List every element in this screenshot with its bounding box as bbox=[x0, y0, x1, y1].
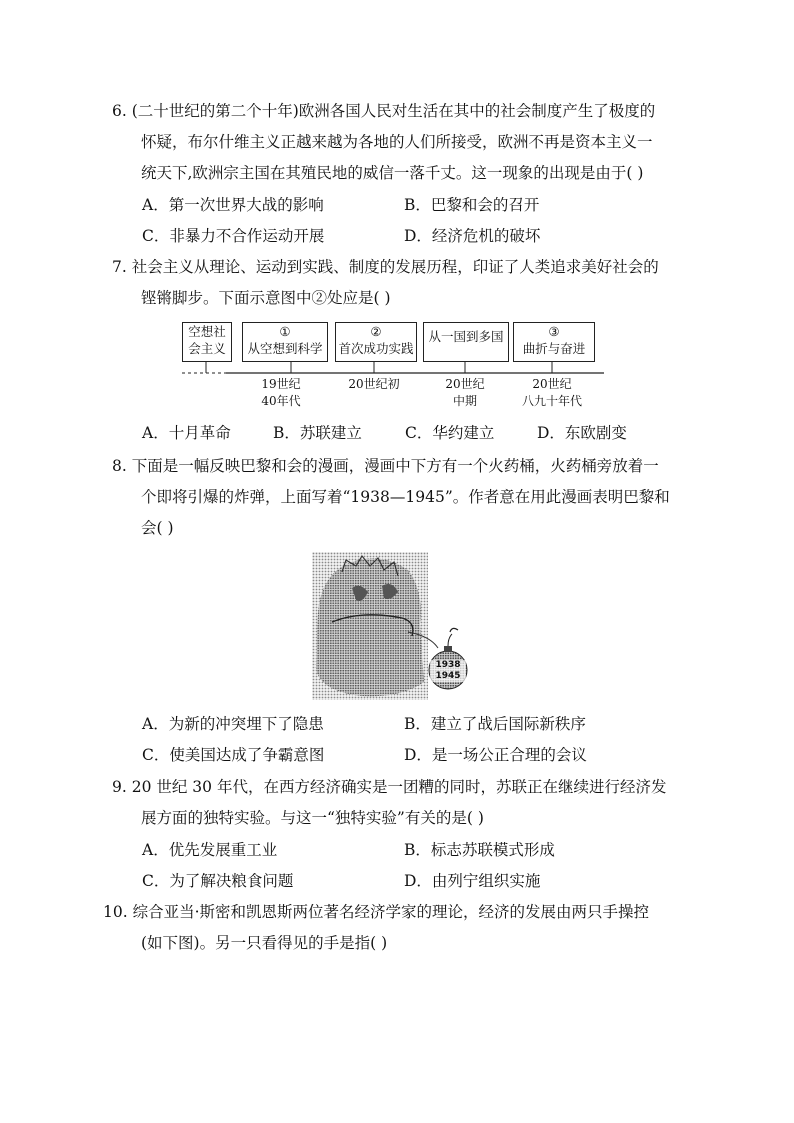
time-label-1 bbox=[246, 376, 316, 410]
q7-option-a[interactable]: A．十月革命 bbox=[142, 424, 231, 442]
time-label-3 bbox=[425, 376, 505, 410]
question-9-options-row-2 bbox=[142, 866, 682, 897]
q9-option-d[interactable]: D．由列宁组织实施 bbox=[404, 872, 541, 890]
time-label-4-line-1: 20世纪 bbox=[532, 377, 572, 391]
question-10-line-2: (如下图)。另一只看得见的手是指( ) bbox=[141, 934, 388, 952]
stage-box-1 bbox=[242, 322, 328, 362]
question-9-line-2: 展方面的独特实验。与这一“独特实验”有关的是( ) bbox=[141, 809, 484, 827]
time-label-3-line-2: 中期 bbox=[452, 394, 477, 408]
q6-option-d[interactable]: D．经济危机的破坏 bbox=[404, 227, 541, 245]
q9-option-a[interactable]: A．优先发展重工业 bbox=[142, 841, 278, 859]
stage-4-text: 曲折与奋进 bbox=[522, 341, 586, 356]
stage-1-text: 从空想到科学 bbox=[247, 341, 323, 356]
question-8-options-row-1 bbox=[142, 709, 682, 740]
question-9-line-1: 9. 20 世纪 30 年代，在西方经济确实是一团糟的同时，苏联正在继续进行经济发 bbox=[112, 778, 667, 796]
stage-4-number: ③ bbox=[548, 324, 560, 339]
question-7-line-1: 7. 社会主义从理论、运动到实践、制度的发展历程，印证了人类追求美好社会的 bbox=[112, 258, 659, 276]
question-9-options-row-1 bbox=[142, 835, 682, 866]
q8-option-b[interactable]: B．建立了战后国际新秩序 bbox=[404, 715, 586, 733]
question-6-line-1: 6. (二十世纪的第二个十年)欧洲各国人民对生活在其中的社会制度产生了极度的 bbox=[112, 102, 656, 120]
stage-box-4 bbox=[513, 322, 595, 362]
question-6-line-2: 怀疑，布尔什维主义正越来越为各地的人们所接受，欧洲不再是资本主义一 bbox=[141, 133, 653, 151]
time-label-2-line-1: 20世纪初 bbox=[348, 377, 400, 391]
q6-option-b[interactable]: B．巴黎和会的召开 bbox=[404, 196, 540, 214]
question-8-line-3: 会( ) bbox=[141, 519, 174, 537]
question-7-line-2: 铿锵脚步。下面示意图中②处应是( ) bbox=[141, 289, 391, 307]
q8-option-d[interactable]: D．是一场公正合理的会议 bbox=[404, 746, 587, 764]
q7-option-c[interactable]: C．华约建立 bbox=[405, 424, 495, 442]
question-8 bbox=[112, 451, 682, 544]
question-6 bbox=[112, 96, 682, 189]
start-box-line-2: 会主义 bbox=[188, 341, 226, 356]
socialism-timeline-diagram bbox=[180, 318, 610, 410]
q6-option-a[interactable]: A．第一次世界大战的影响 bbox=[142, 196, 324, 214]
start-box-utopian-socialism bbox=[182, 322, 232, 362]
question-6-options-row-2 bbox=[142, 221, 682, 252]
time-label-1-line-1: 19世纪 bbox=[261, 377, 301, 391]
q9-option-c[interactable]: C．为了解决粮食问题 bbox=[142, 872, 294, 890]
stage-3-text: 从一国到多国 bbox=[428, 329, 504, 344]
time-label-1-line-2: 40年代 bbox=[261, 394, 301, 408]
question-7 bbox=[112, 252, 682, 314]
stage-1-number: ① bbox=[279, 324, 291, 339]
time-label-2 bbox=[334, 376, 414, 393]
q6-option-c[interactable]: C．非暴力不合作运动开展 bbox=[142, 227, 325, 245]
stage-box-3 bbox=[423, 322, 509, 362]
q9-option-b[interactable]: B．标志苏联模式形成 bbox=[404, 841, 555, 859]
question-7-options-row bbox=[142, 418, 682, 449]
bomb-label-year-1: 1938 bbox=[435, 660, 461, 670]
paris-peace-conference-cartoon bbox=[312, 552, 476, 700]
time-label-4-line-2: 八九十年代 bbox=[521, 394, 582, 408]
stage-box-2 bbox=[335, 322, 417, 362]
time-label-3-line-1: 20世纪 bbox=[445, 377, 485, 391]
q8-option-a[interactable]: A．为新的冲突埋下了隐患 bbox=[142, 715, 324, 733]
question-6-line-3: 统天下,欧洲宗主国在其殖民地的威信一落千丈。这一现象的出现是由于( ) bbox=[141, 164, 644, 182]
stage-2-number: ② bbox=[370, 324, 382, 339]
time-label-4 bbox=[510, 376, 594, 410]
q8-option-c[interactable]: C．使美国达成了争霸意图 bbox=[142, 746, 325, 764]
question-6-options-row-1 bbox=[142, 190, 682, 221]
question-10 bbox=[103, 897, 683, 959]
q7-option-b[interactable]: B．苏联建立 bbox=[273, 424, 362, 442]
start-box-line-1: 空想社 bbox=[188, 324, 226, 339]
question-8-line-1: 8. 下面是一幅反映巴黎和会的漫画，漫画中下方有一个火药桶，火药桶旁放着一 bbox=[112, 457, 659, 475]
bomb-label bbox=[430, 660, 466, 682]
question-10-line-1: 10. 综合亚当·斯密和凯恩斯两位著名经济学家的理论，经济的发展由两只手操控 bbox=[103, 903, 650, 921]
question-8-line-2: 个即将引爆的炸弹，上面写着“1938—1945”。作者意在用此漫画表明巴黎和 bbox=[141, 488, 670, 506]
question-8-options-row-2 bbox=[142, 740, 682, 771]
q7-option-d[interactable]: D．东欧剧变 bbox=[537, 424, 627, 442]
bomb-label-year-2: 1945 bbox=[435, 671, 461, 681]
stage-2-text: 首次成功实践 bbox=[338, 341, 414, 356]
question-9 bbox=[112, 772, 682, 834]
